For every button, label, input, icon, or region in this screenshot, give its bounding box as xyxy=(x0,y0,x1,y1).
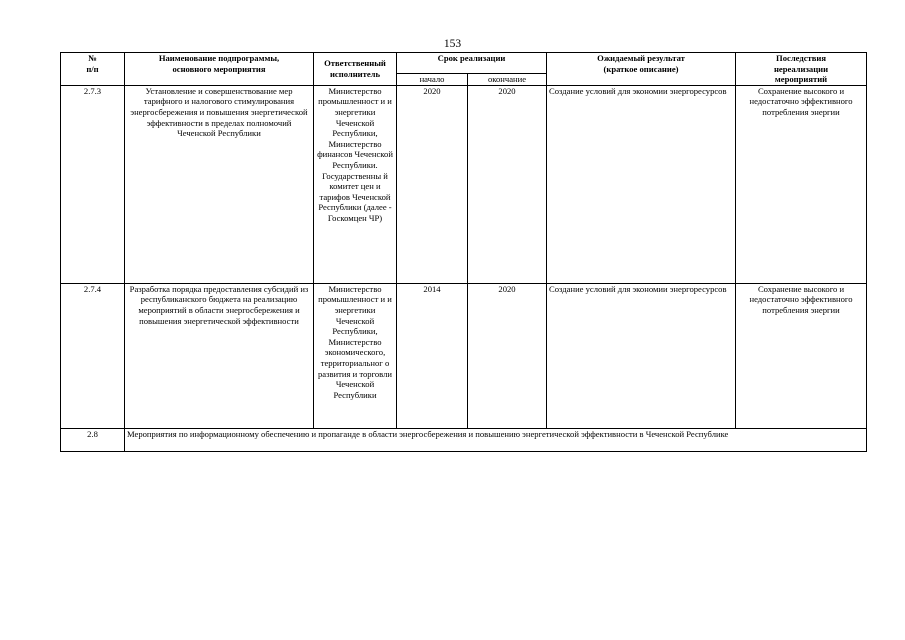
row-responsible: Министерство промышленност и и энергетики Чеченской Республики, Министерство экономического, территориальног о развития и торговли Чеченской Республики xyxy=(314,283,397,428)
row-name: Разработка порядка предоставления субсидий из республиканского бюджета на реализацию мероприятий в области энергосбережения и повышения энергетической эффективности xyxy=(125,283,314,428)
section-title: Мероприятия по информационному обеспечению и пропаганде в области энергосбережения и повышению энергетической эффективности в Чеченской Республике xyxy=(125,428,867,451)
header-responsible: Ответственный исполнитель xyxy=(314,53,397,86)
row-result: Создание условий для экономии энергоресурсов xyxy=(547,283,736,428)
table-row xyxy=(61,85,867,283)
header-row xyxy=(61,53,867,74)
row-start: 2014 xyxy=(397,283,468,428)
section-row xyxy=(61,428,867,451)
header-consequences: Последствия нереализации мероприятий xyxy=(736,53,867,86)
row-start: 2020 xyxy=(397,85,468,283)
row-consequences: Сохранение высокого и недостаточно эффективного потребления энергии xyxy=(736,283,867,428)
row-end: 2020 xyxy=(468,85,547,283)
row-consequences: Сохранение высокого и недостаточно эффективного потребления энергии xyxy=(736,85,867,283)
section-num: 2.8 xyxy=(61,428,125,451)
row-result: Создание условий для экономии энергоресурсов xyxy=(547,85,736,283)
page-number: 153 xyxy=(443,38,462,50)
header-term: Срок реализации xyxy=(397,53,547,74)
header-num: № п/п xyxy=(61,53,125,86)
row-num: 2.7.4 xyxy=(61,283,125,428)
header-name: Наименование подпрограммы, основного мероприятия xyxy=(125,53,314,86)
row-num: 2.7.3 xyxy=(61,85,125,283)
row-name: Установление и совершенствование мер тарифного и налогового стимулирования энергосбережения и повышения энергетической эффективности в пределах полномочий Чеченской Республики xyxy=(125,85,314,283)
row-end: 2020 xyxy=(468,283,547,428)
header-result: Ожидаемый результат (краткое описание) xyxy=(547,53,736,86)
header-term-end: окончание xyxy=(468,74,547,86)
header-term-start: начало xyxy=(397,74,468,86)
row-responsible: Министерство промышленност и и энергетики Чеченской Республики, Министерство финансов Чеченской Республики. Государственны й комитет цен и тарифов Чеченской Республики (далее - Госкомцен ЧР) xyxy=(314,85,397,283)
program-table xyxy=(60,52,867,452)
table-row xyxy=(61,283,867,428)
